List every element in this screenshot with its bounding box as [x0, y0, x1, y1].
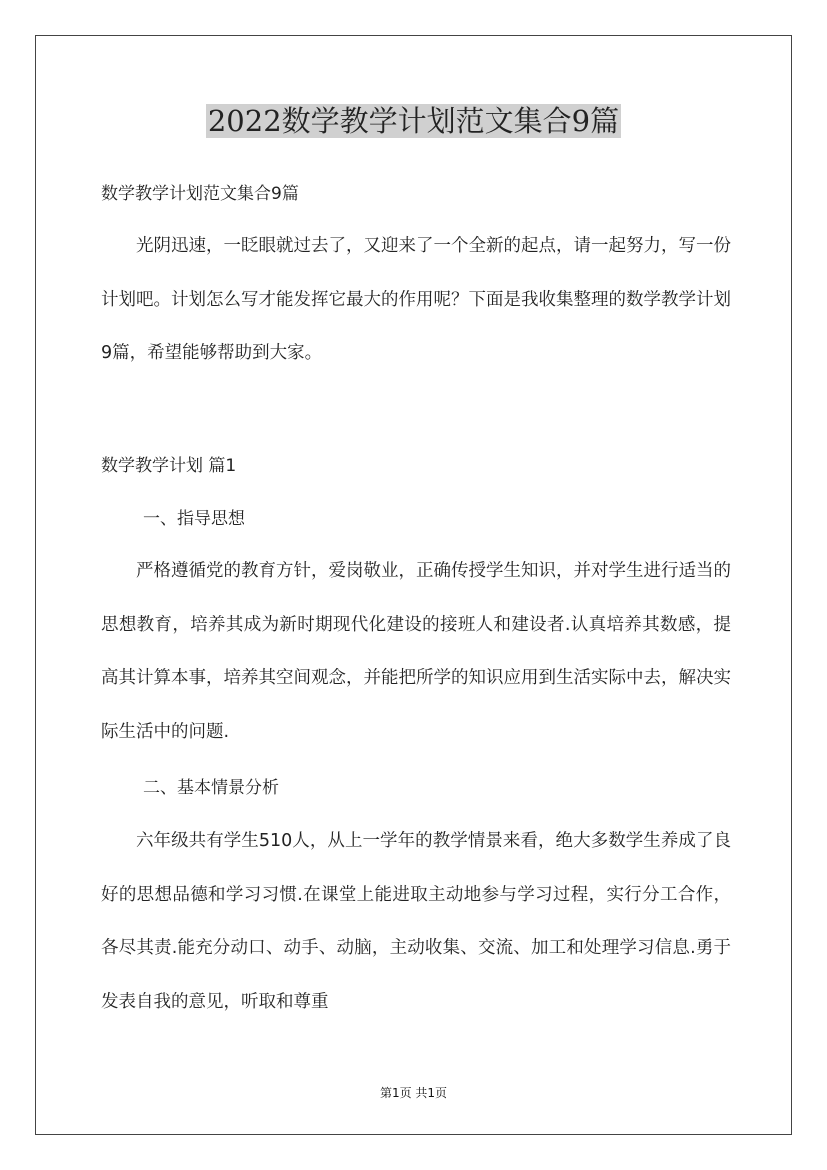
- section-heading: 数学教学计划 篇1: [101, 456, 237, 476]
- part-heading-situation-analysis: 二、基本情景分析: [143, 778, 279, 798]
- intro-paragraph: 光阴迅速，一眨眼就过去了，又迎来了一个全新的起点，请一起努力，写一份计划吧。计划怎么写才能发挥它最大的作用呢？下面是我收集整理的数学教学计划9篇，希望能够帮助到大家。: [101, 236, 731, 363]
- part-heading-guiding-ideology: 一、指导思想: [143, 509, 245, 529]
- document-title-text: 2022数学教学计划范文集合9篇: [207, 104, 620, 138]
- page-footer: 第1页 共1页: [379, 1086, 448, 1100]
- guiding-ideology-paragraph: 严格遵循党的教育方针，爱岗敬业，正确传授学生知识，并对学生进行适当的思想教育，培养其成为新时期现代化建设的接班人和建设者.认真培养其数感，提高其计算本事，培养其空间观念，并能把所学的知识应用到生活实际中去，解决实际生活中的问题.: [101, 561, 731, 742]
- document-subtitle: 数学教学计划范文集合9篇: [101, 184, 299, 204]
- document-title: [0, 98, 827, 144]
- situation-analysis-paragraph: 六年级共有学生510人，从上一学年的教学情景来看，绝大多数学生养成了良好的思想品德和学习习惯.在课堂上能进取主动地参与学习过程，实行分工合作，各尽其责.能充分动口、动手、动脑，主动收集、交流、加工和处理学习信息.勇于发表自我的意见，听取和尊重: [101, 831, 731, 1012]
